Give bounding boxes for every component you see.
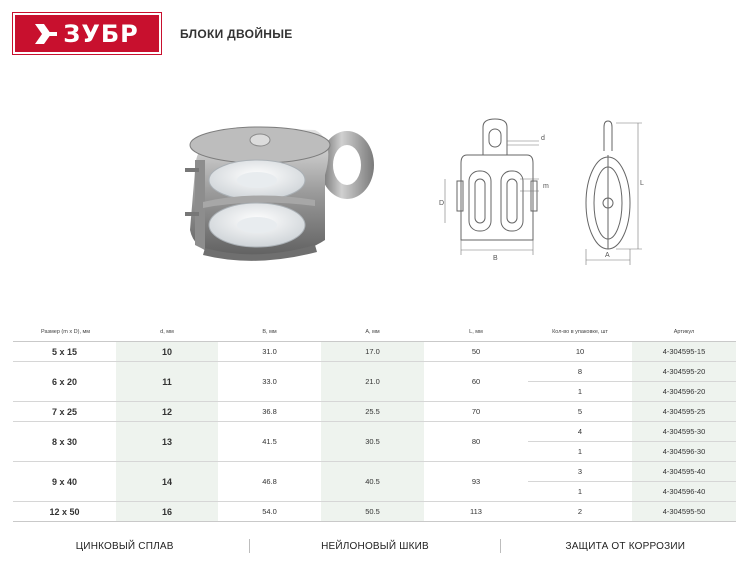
table-row [13, 362, 736, 382]
a-cell: 25.5 [321, 402, 424, 422]
article-cell: 4-304595-30 [632, 422, 736, 442]
header-size: Размер (m x D), мм [41, 329, 91, 335]
feature-zinc-alloy: ЦИНКОВЫЙ СПЛАВ [75, 540, 174, 552]
features-bar [0, 535, 750, 557]
d-cell: 16 [116, 502, 218, 522]
label-A: A [605, 252, 610, 259]
size-cell: 8 x 30 [13, 422, 116, 462]
a-cell: 21.0 [321, 362, 424, 402]
size-cell: 12 x 50 [13, 502, 116, 522]
label-B: B [493, 255, 498, 262]
b-cell: 31.0 [218, 342, 321, 362]
qty-cell: 1 [528, 482, 632, 502]
size-cell: 7 x 25 [13, 402, 116, 422]
b-cell: 41.5 [218, 422, 321, 462]
d-cell: 13 [116, 422, 218, 462]
qty-cell: 5 [528, 402, 632, 422]
table-row [13, 402, 736, 422]
d-cell: 10 [116, 342, 218, 362]
label-m: m [543, 183, 549, 190]
table-row [13, 342, 736, 362]
spec-table-body [13, 342, 736, 522]
article-cell: 4-304596-40 [632, 482, 736, 502]
l-cell: 93 [424, 462, 528, 502]
a-cell: 40.5 [321, 462, 424, 502]
article-cell: 4-304596-20 [632, 382, 736, 402]
article-cell: 4-304595-25 [632, 402, 736, 422]
page-title: БЛОКИ ДВОЙНЫЕ [180, 27, 293, 41]
logo-mark-icon [35, 24, 57, 44]
b-cell: 54.0 [218, 502, 321, 522]
size-cell: 5 x 15 [13, 342, 116, 362]
side-view-drawing [570, 115, 650, 265]
article-cell: 4-304595-15 [632, 342, 736, 362]
qty-cell: 1 [528, 442, 632, 462]
b-cell: 33.0 [218, 362, 321, 402]
feature-nylon-sheave: НЕЙЛОНОВЫЙ ШКИВ [321, 540, 429, 552]
qty-cell: 3 [528, 462, 632, 482]
brand-name: ЗУБР [63, 19, 139, 48]
spec-table [13, 323, 736, 522]
table-row [13, 502, 736, 522]
l-cell: 60 [424, 362, 528, 402]
brand-logo [13, 13, 161, 54]
table-row [13, 462, 736, 482]
article-cell: 4-304595-40 [632, 462, 736, 482]
qty-cell: 2 [528, 502, 632, 522]
d-cell: 12 [116, 402, 218, 422]
header-article: Артикул [673, 329, 695, 335]
a-cell: 17.0 [321, 342, 424, 362]
label-L: L [640, 180, 644, 187]
d-cell: 14 [116, 462, 218, 502]
header-l: L, мм [469, 329, 483, 335]
label-D: D [439, 200, 445, 207]
qty-cell: 8 [528, 362, 632, 382]
article-cell: 4-304596-30 [632, 442, 736, 462]
l-cell: 50 [424, 342, 528, 362]
a-cell: 30.5 [321, 422, 424, 462]
l-cell: 113 [424, 502, 528, 522]
a-cell: 50.5 [321, 502, 424, 522]
qty-cell: 4 [528, 422, 632, 442]
l-cell: 80 [424, 422, 528, 462]
header-a: A, мм [365, 329, 380, 335]
b-cell: 36.8 [218, 402, 321, 422]
l-cell: 70 [424, 402, 528, 422]
product-photo [175, 120, 385, 270]
feature-corrosion-protection: ЗАЩИТА ОТ КОРРОЗИИ [565, 540, 686, 552]
header-b: B, мм [262, 329, 277, 335]
article-cell: 4-304595-20 [632, 362, 736, 382]
header-qty: Кол-во в упаковке, шт [552, 329, 608, 335]
qty-cell: 1 [528, 382, 632, 402]
article-cell: 4-304595-50 [632, 502, 736, 522]
table-row [13, 422, 736, 442]
b-cell: 46.8 [218, 462, 321, 502]
label-d: d [541, 135, 545, 142]
header-d: d, мм [160, 329, 174, 335]
size-cell: 6 x 20 [13, 362, 116, 402]
d-cell: 11 [116, 362, 218, 402]
front-view-drawing [435, 115, 560, 265]
spec-table-header [13, 323, 736, 342]
qty-cell: 10 [528, 342, 632, 362]
size-cell: 9 x 40 [13, 462, 116, 502]
